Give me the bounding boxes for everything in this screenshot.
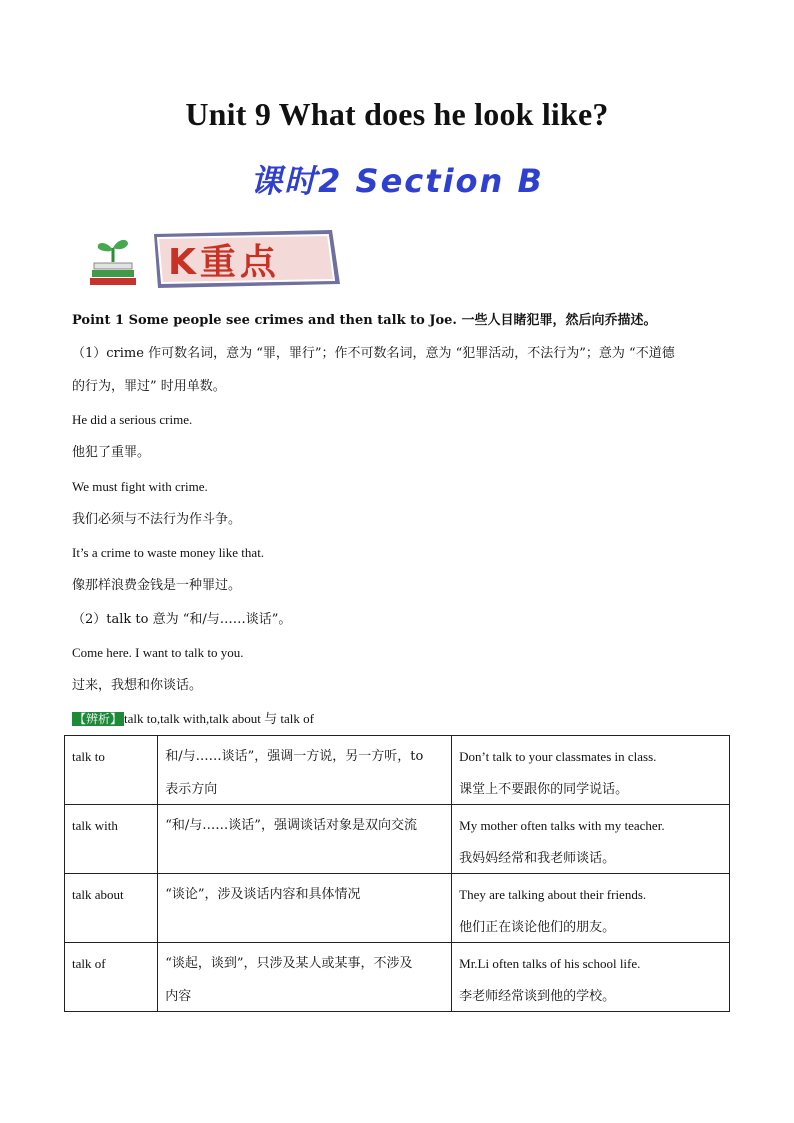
description-cell: [158, 736, 452, 805]
example-1-chinese: 他犯了重罪。: [72, 445, 151, 460]
example-english: My mother often talks with my teacher.: [459, 818, 665, 833]
description-cell: [158, 943, 452, 1012]
term-cell: [65, 874, 158, 943]
desc-line-1: “谈论”，涉及谈话内容和具体情况: [165, 887, 361, 902]
example-english: Mr.Li often talks of his school life.: [459, 956, 641, 971]
example-cell: [452, 943, 730, 1012]
example-3-chinese: 像那样浪费金钱是一种罪过。: [72, 578, 242, 593]
badge-label: K重点: [168, 242, 280, 283]
description-cell: [158, 874, 452, 943]
term-talk-about: talk about: [72, 887, 124, 902]
table-row: [65, 943, 730, 1012]
example-english: They are talking about their friends.: [459, 887, 647, 902]
example-english: Don’t talk to your classmates in class.: [459, 749, 657, 764]
description-cell: [158, 805, 452, 874]
comparison-table: [64, 735, 730, 1012]
point-1-heading: Point 1 Some people see crimes and then talk to Joe. 一些人目睹犯罪，然后向乔描述。: [72, 313, 657, 328]
example-1-english: He did a serious crime.: [72, 412, 193, 427]
explanation-2-line: （2）talk to 意为 “和/与……谈话”。: [72, 612, 292, 627]
desc-line-1: “和/与……谈话”，强调谈话对象是双向交流: [165, 818, 417, 833]
example-cell: [452, 805, 730, 874]
example-2-chinese: 我们必须与不法行为作斗争。: [72, 512, 242, 527]
table-row: [65, 805, 730, 874]
table-row: [65, 736, 730, 805]
example-chinese: 李老师经常谈到他的学校。: [459, 989, 616, 1004]
explanation-1-line-1: （1）crime 作可数名词，意为 “罪，罪行”；作不可数名词，意为 “犯罪活动，不法行为”；意为 “不道德: [72, 346, 675, 361]
term-talk-of: talk of: [72, 956, 106, 971]
analysis-text: talk to,talk with,talk about 与 talk of: [124, 711, 314, 726]
analysis-tag: 【辨析】: [74, 712, 123, 726]
example-4-chinese: 过来，我想和你谈话。: [72, 678, 203, 693]
example-chinese: 我妈妈经常和我老师谈话。: [459, 851, 616, 866]
desc-line-1: “谈起，谈到”，只涉及某人或某事，不涉及: [165, 956, 413, 971]
analysis-line: [72, 711, 314, 728]
term-talk-to: talk to: [72, 749, 105, 764]
example-chinese: 他们正在谈论他们的朋友。: [459, 920, 616, 935]
desc-line-2: 表示方向: [165, 782, 218, 797]
example-4-english: Come here. I want to talk to you.: [72, 645, 244, 660]
section-subtitle: 课时2 Section B: [250, 162, 544, 200]
example-cell: [452, 874, 730, 943]
example-3-english: It’s a crime to waste money like that.: [72, 545, 265, 560]
explanation-1-line-2: 的行为，罪过” 时用单数。: [72, 379, 226, 394]
desc-line-1: 和/与……谈话”，强调一方说，另一方听，to: [165, 749, 424, 764]
desc-line-2: 内容: [165, 989, 192, 1004]
example-chinese: 课堂上不要跟你的同学说话。: [459, 782, 629, 797]
table-row: [65, 874, 730, 943]
key-points-badge: [88, 226, 348, 296]
term-cell: [65, 943, 158, 1012]
term-cell: [65, 736, 158, 805]
term-cell: [65, 805, 158, 874]
page-title: Unit 9 What does he look like?: [185, 96, 609, 132]
term-talk-with: talk with: [72, 818, 118, 833]
example-2-english: We must fight with crime.: [72, 479, 208, 494]
example-cell: [452, 736, 730, 805]
